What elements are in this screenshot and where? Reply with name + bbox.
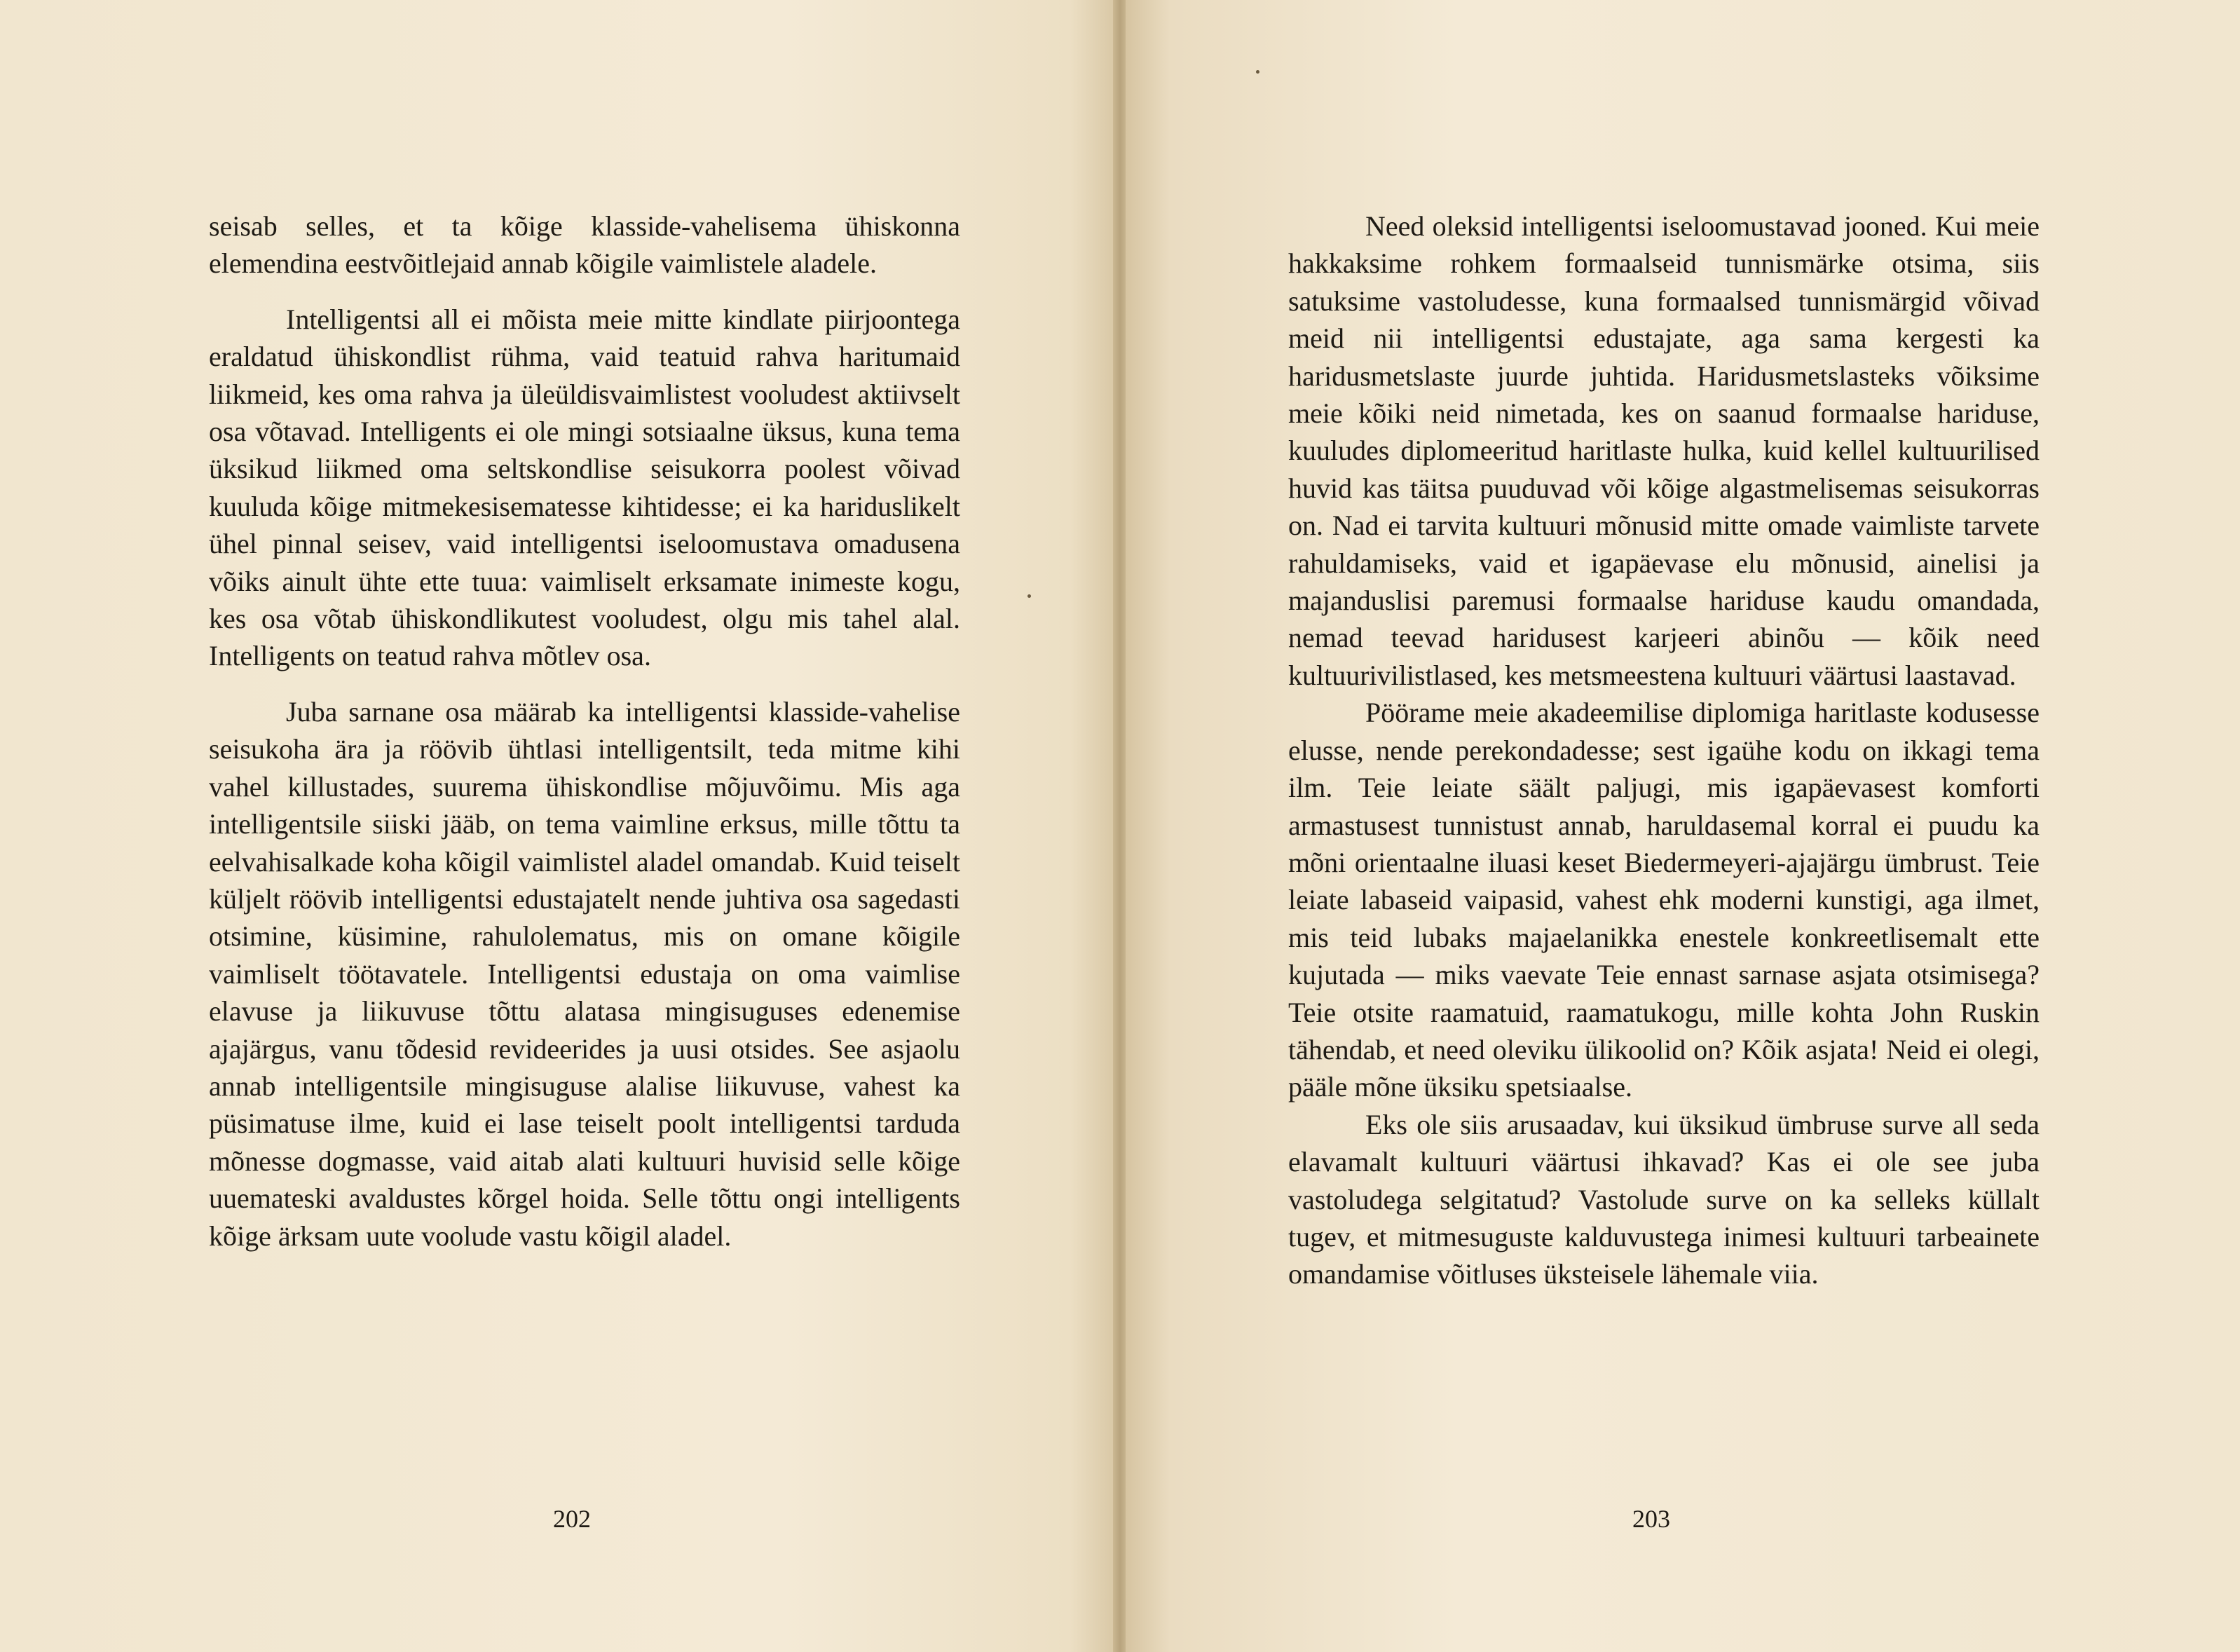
paragraph: Juba sarnane osa määrab ka intelligentsi klasside-vahelise seisukoha ära ja röövib ühtlasi intelligentsilt, teda mitme kihi vahel killustades, suurema ühiskondlise mõjuvõimu. Mis aga intelligentsile siiski jääb, on tema vaimline erksus, mille tõttu ta eelvahisalkade koha kõigil vaimlistel aladel omandab. Kuid teiselt küljelt röövib intelligentsi edustajatelt nende juhtiva osa sagedasti otsimine, küsimine, rahulolematus, mis on omane kõigile vaimliselt töötavatele. Intelligentsi edustaja on oma vaimlise elavuse ja liikuvuse tõttu alatasa mingisuguses edenemise ajajärgus, vanu tõdesid revideerides ja uusi otsides. See asjaolu annab intelligentsile mingisuguse alalise liikuvuse, vahest ka püsimatuse ilme, kuid ei lase teiselt poolt intelligentsi tarduda mõnesse dogmasse, vaid aitab alati kultuuri huvisid selle kõige uuemateski avaldustes kõrgel hoida. Selle tõttu ongi intelligents kõige ärksam uute voolude vastu kõigil aladel. bbox=[209, 695, 960, 1252]
left-page-text bbox=[209, 207, 960, 1255]
paper-speck bbox=[1027, 594, 1031, 598]
paragraph: Pöörame meie akadeemilise diplomiga haritlaste kodusesse elusse, nende perekondadesse; sest igaühe kodu on ikkagi tema ilm. Teie leiate säält paljugi, mis igapäevasest komforti armastusest tunnistust annab, haruldasemal korral ei puudu ka mõni orientaalne iluasi keset Biedermeyeri-ajajärgu ümbrust. Teie leiate labaseid vaipasid, vahest ehk moderni kunstigi, aga ilmet, mis teid lubaks majaelanikka enestele konkreetlisemalt ette kujutada — miks vaevate Teie ennast sarnase asjata otsimisega? Teie otsite raamatuid, raamatukogu, mille kohta John Ruskin tähendab, et need oleviku ülikoolid on? Kõik asjata! Neid ei olegi, pääle mõne üksiku spetsiaalse. bbox=[1288, 697, 2040, 1103]
page-number: 202 bbox=[553, 1505, 591, 1533]
left-page bbox=[0, 0, 1114, 1652]
paragraph: Intelligentsi all ei mõista meie mitte kindlate piirjoontega eraldatud ühiskondlist rühma, vaid teatuid rahva haritumaid liikmeid, kes oma rahva ja üleüldisvaimlistest vooludest aktiivselt osa võtavad. Intelligents ei ole mingi sotsiaalne üksus, kuna tema üksikud liikmed oma seltskondlise seisukorra poolest võivad kuuluda kõige mitmekesisematesse kihtidesse; ei ka hariduslikelt ühel pinnal seisev, vaid intelligentsi iseloomustava omadusena võiks ainult ühte ette tuua: vaimliselt erksamate inimeste kogu, kes osa võtab ühiskondlikutest vooludest, olgu mis tahel alal. Intelligents on teatud rahva mõtlev osa. bbox=[209, 303, 960, 672]
page-number: 203 bbox=[1632, 1505, 1670, 1533]
right-page bbox=[1126, 0, 2240, 1652]
paragraph: seisab selles, et ta kõige klasside-vahelisema ühiskonna elemendina eestvõitlejaid annab kõigile vaimlistele aladele. bbox=[209, 210, 960, 280]
paragraph: Need oleksid intelligentsi iseloomustavad jooned. Kui meie hakkaksime rohkem formaalseid tunnismärke otsima, siis satuksime vastoludesse, kuna formaalsed tunnismärgid võivad meid nii intelligentsi edustajate, aga sama kergesti ka haridusmetslaste juurde juhtida. Haridusmetslasteks võiksime meie kõiki neid nimetada, kes on saanud formaalse hariduse, kuuludes diplomeeritud haritlaste hulka, kuid kellel kultuurilised huvid kas täitsa puuduvad või kõige algastmelisemas seisukorras on. Nad ei tarvita kultuuri mõnusid mitte omade vaimliste tarvete rahuldamiseks, vaid et igapäevase elu mõnusid, ainelisi ja majanduslisi paremusi formaalse hariduse kaudu omandada, nemad teevad haridusest karjeeri abinõu — kõik need kultuurivilistlased, kes metsmeestena kultuuri väärtusi laastavad. bbox=[1288, 210, 2040, 691]
right-page-text bbox=[1288, 207, 2040, 1293]
paragraph: Eks ole siis arusaadav, kui üksikud ümbruse surve all seda elavamalt kultuuri väärtusi ihkavad? Kas ei ole see juba vastoludega selgitatud? Vastolude surve on ka selleks küllalt tugev, et mitmesuguste kalduvustega inimesi kultuuri tarbeainete omandamise võitluses üksteisele lähemale viia. bbox=[1288, 1108, 2040, 1290]
book-gutter bbox=[1113, 0, 1127, 1652]
paper-speck bbox=[1256, 70, 1259, 74]
